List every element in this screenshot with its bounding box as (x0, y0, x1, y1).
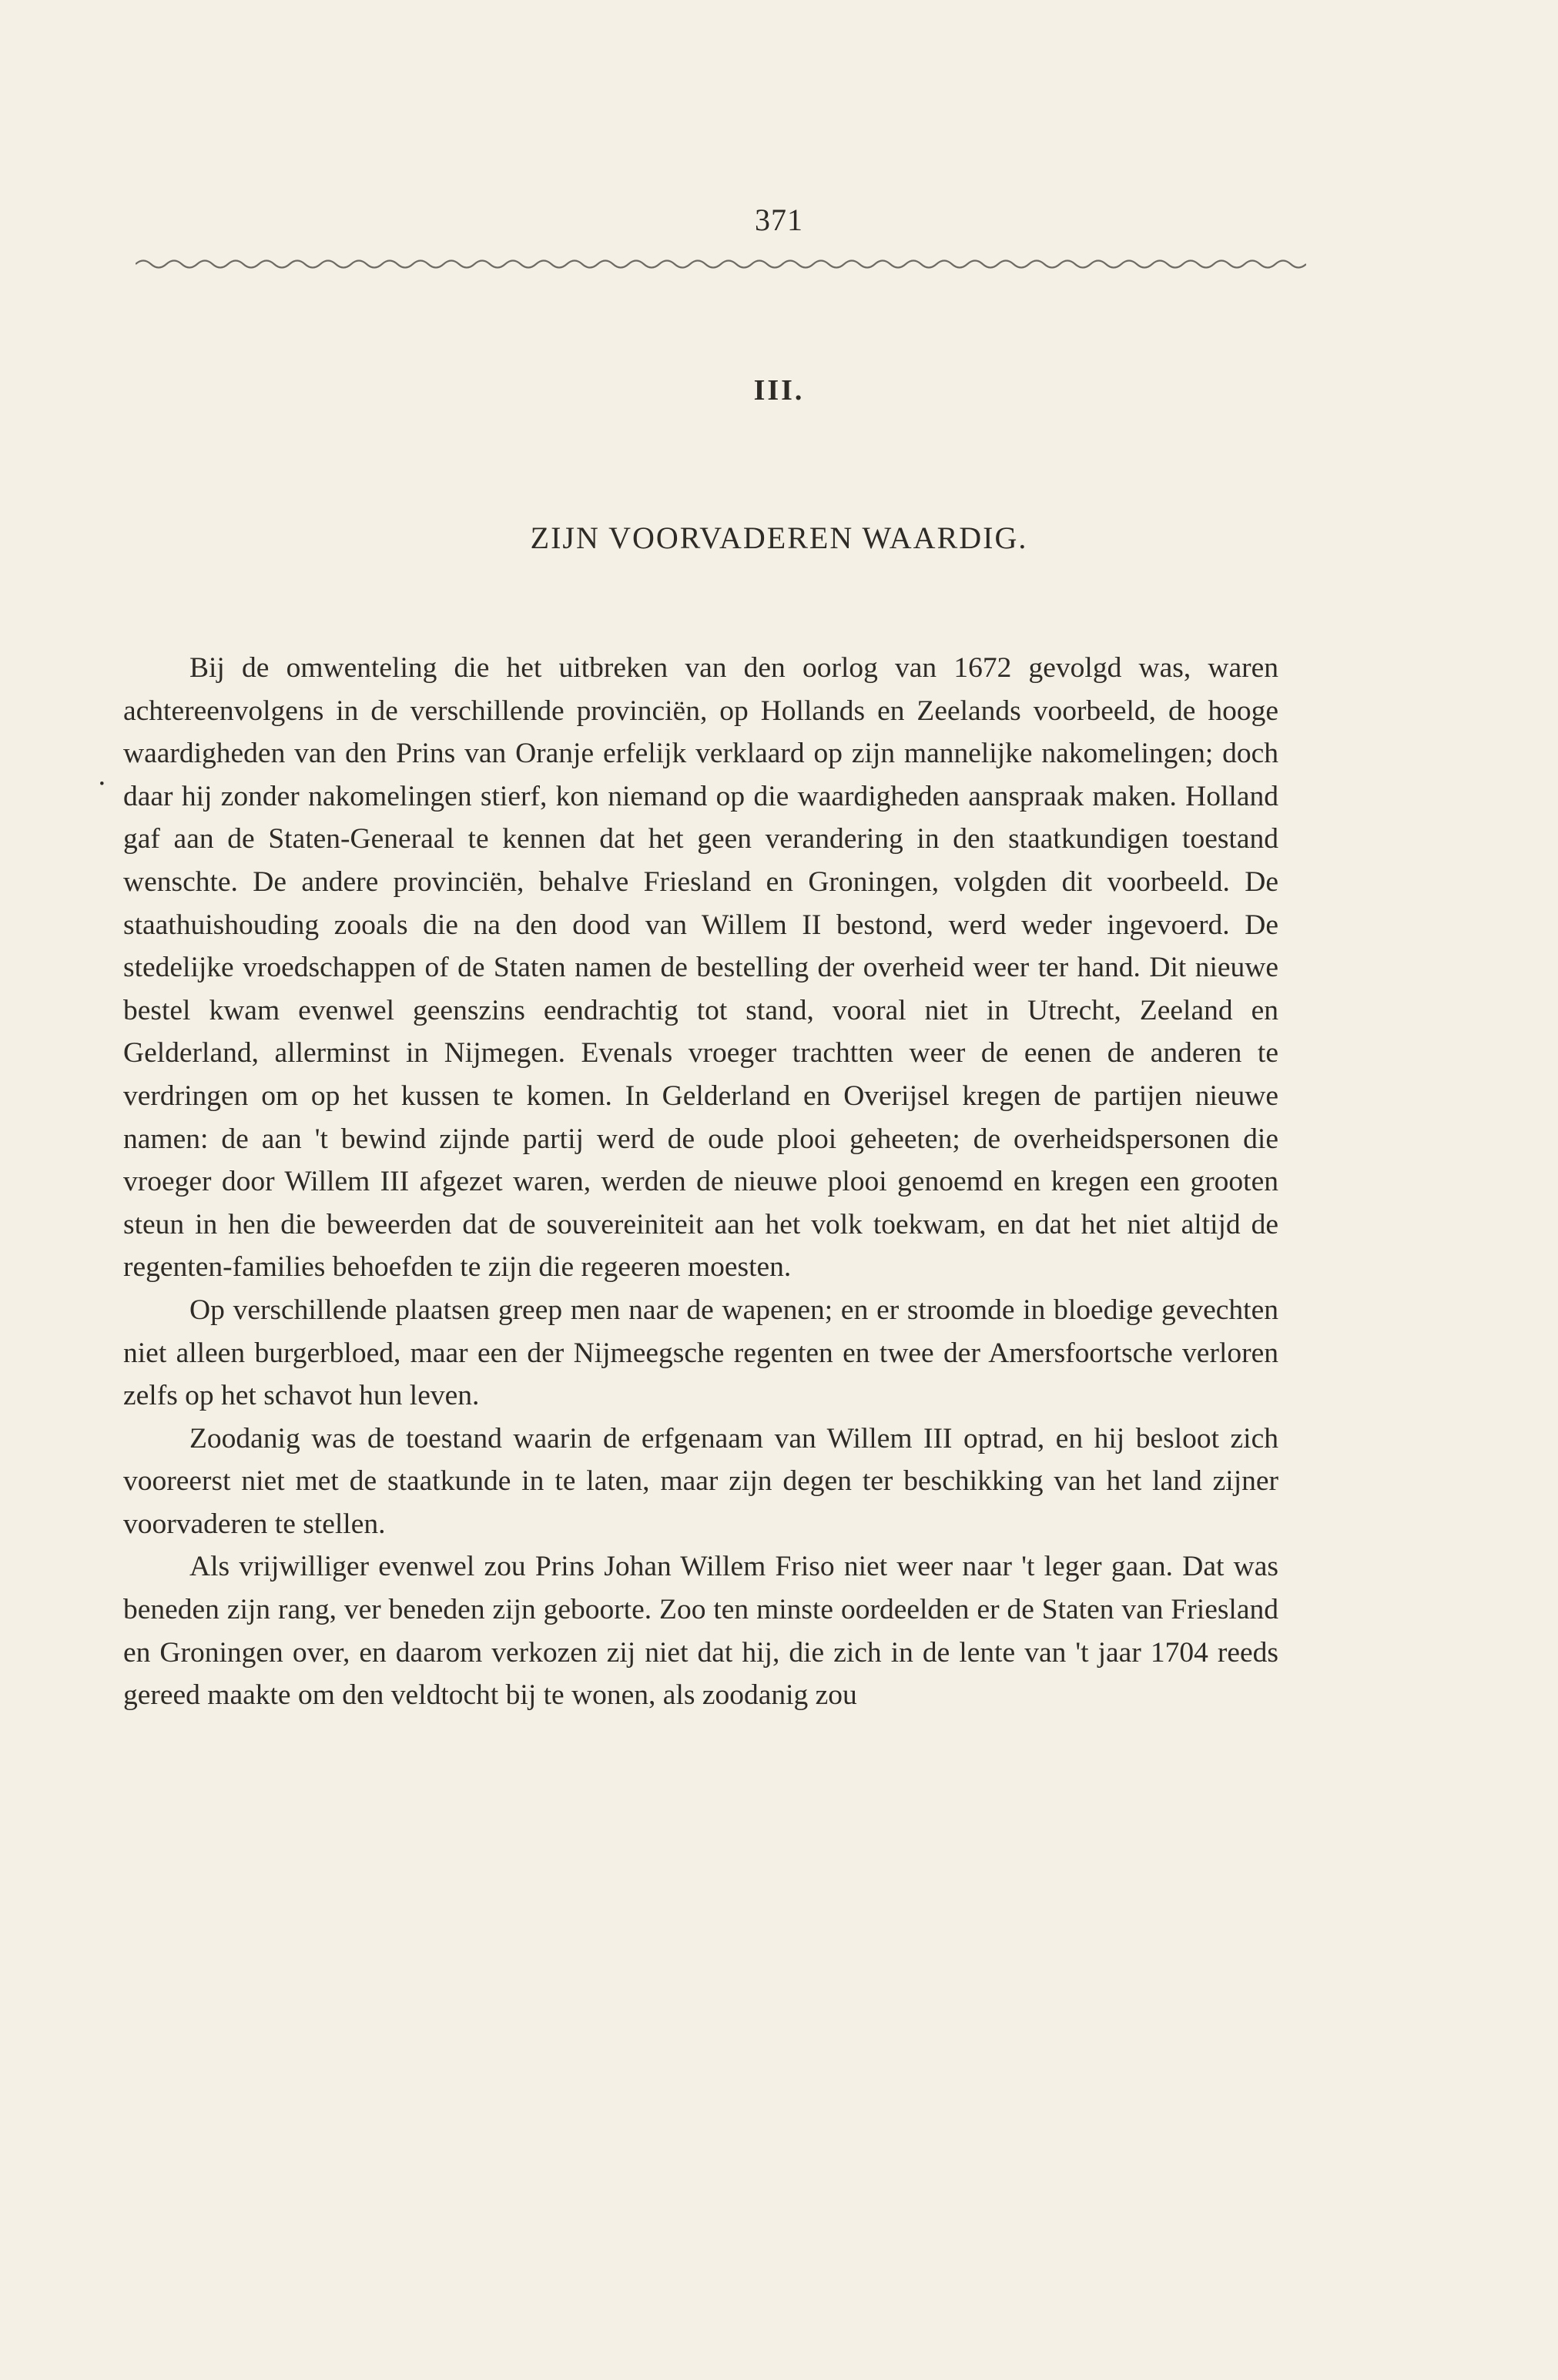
chapter-title: ZIJN VOORVADEREN WAARDIG. (530, 521, 1028, 555)
body-text (123, 647, 1278, 1717)
paragraph: Bij de omwenteling die het uitbreken van den oorlog van 1672 gevolgd was, waren achtereenvolgens in de verschillende provinciën, op Hollands en Zeelands voorbeeld, de hooge waardigheden van den Prins van Oranje erfelijk verklaard op zijn mannelijke nakomelingen; doch daar hij zonder nakomelingen stierf, kon niemand op die waardigheden aanspraak maken. Holland gaf aan de Staten-Generaal te kennen dat het geen verandering in den staatkundigen toestand wenschte. De andere provinciën, behalve Friesland en Groningen, volgden dit voorbeeld. De staathuishouding zooals die na den dood van Willem II bestond, werd weder ingevoerd. De stedelijke vroedschappen of de Staten namen de bestelling der overheid weer ter hand. Dit nieuwe bestel kwam evenwel geenszins eendrachtig tot stand, vooral niet in Utrecht, Zeeland en Gelderland, allerminst in Nijmegen. Evenals vroeger trachtten weer de eenen de anderen te verdringen om op het kussen te komen. In Gelderland en Overijsel kregen de partijen nieuwe namen: de aan 't bewind zijnde partij werd de oude plooi geheeten; de overheidspersonen die vroeger door Willem III afgezet waren, werden de nieuwe plooi genoemd en kregen een grooten steun in hen die beweerden dat de souvereiniteit aan het volk toekwam, en dat het niet altijd de regenten-families behoefden te zijn die regeeren moesten. (123, 652, 1278, 1284)
paragraph: Als vrijwilliger evenwel zou Prins Johan Willem Friso niet weer naar 't leger gaan. Dat was beneden zijn rang, ver beneden zijn geboorte. Zoo ten minste oordeelden er de Staten van Friesland en Groningen over, en daarom verkozen zij niet dat hij, die zich in de lente van 't jaar 1704 reeds gereed maakte om den veldtocht bij te wonen, als zoodanig zou (123, 1551, 1278, 1712)
chapter-number: III. (753, 374, 805, 407)
margin-mark: · (97, 768, 107, 800)
wavy-rule-ornament (136, 254, 1306, 274)
paragraph: Zoodanig was de toestand waarin de erfgenaam van Willem III optrad, en hij besloot zich vooreerst niet met de staatkunde in te laten, maar zijn degen ter beschikking van het land zijner voorvaderen te stellen. (123, 1422, 1278, 1540)
page-number: 371 (755, 203, 803, 237)
paragraph: Op verschillende plaatsen greep men naar de wapenen; en er stroomde in bloedige gevechten niet alleen burgerbloed, maar een der Nijmeegsche regenten en twee der Amersfoortsche verloren zelfs op het schavot hun leven. (123, 1294, 1278, 1412)
